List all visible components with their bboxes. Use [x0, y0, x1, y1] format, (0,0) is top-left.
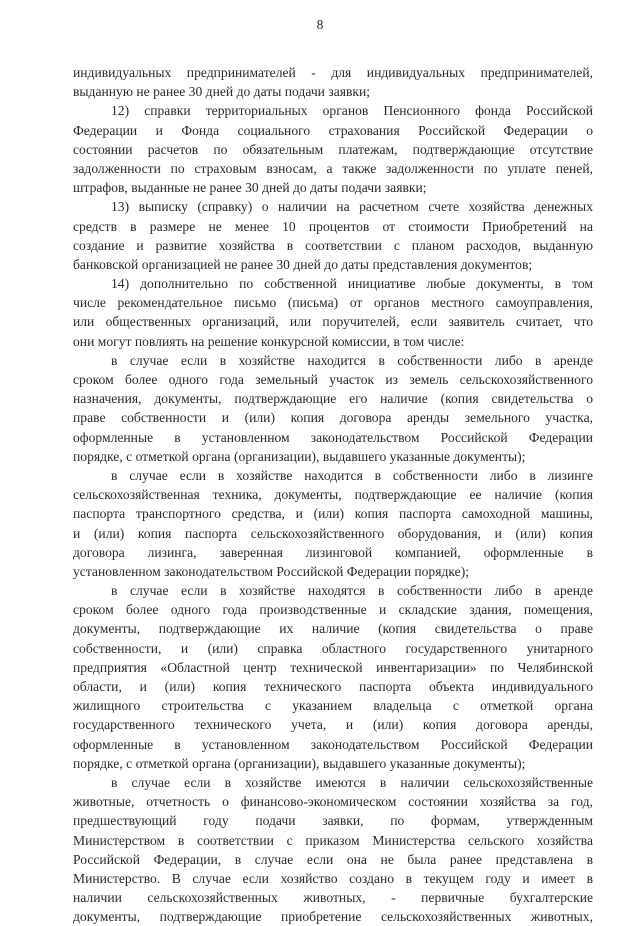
text-line: наличии сельскохозяйственных животных, - первичные бухгалтерские: [73, 890, 593, 906]
text-line: порядке, с отметкой органа (организации), выдавшего указанные документы);: [73, 448, 526, 464]
text-line: паспорта транспортного средства, и (или) копия паспорта самоходной машины,: [73, 506, 593, 522]
text-line: Министерством в соответствии с приказом Министерства сельского хозяйства: [73, 832, 593, 848]
text-line: назначения, документы, подтверждающие его наличие (копия свидетельства о: [73, 391, 593, 407]
text-line: 13) выписку (справку) о наличии на расчетном счете хозяйства денежных: [111, 199, 593, 215]
paragraph: [73, 63, 593, 101]
text-line: оформленные в установленном законодательством Российской Федерации: [73, 736, 593, 752]
text-line: договора лизинга, заверенная лизинговой компанией, оформленные в: [73, 544, 593, 560]
text-line: индивидуальных предпринимателей - для индивидуальных предпринимателей,: [73, 65, 593, 80]
text-line: состоянии расчетов по обязательным платежам, подтверждающие отсутствие: [73, 141, 593, 157]
paragraph: [73, 466, 593, 581]
text-line: оформленные в установленном законодательством Российской Федерации: [73, 429, 593, 445]
text-line: сроком более одного года земельный участок из земель сельскохозяйственного: [73, 372, 593, 387]
text-line: 14) дополнительно по собственной инициативе любые документы, в том: [111, 276, 593, 292]
text-line: в случае если в хозяйстве находится в собственности либо в аренде: [111, 352, 593, 368]
text-line: Министерство. В случае если хозяйство создано в текущем году и имеет в: [73, 870, 593, 886]
text-line: они могут повлиять на решение конкурсной комиссии, в том числе:: [73, 333, 465, 349]
text-line: Российской Федерации, в случае если она не была ранее представлена в: [73, 851, 593, 867]
text-line: праве собственности и (или) копия договора аренды земельного участка,: [73, 410, 593, 426]
text-line: или общественных организаций, или поручителей, если заявитель считает, что: [73, 314, 593, 330]
text-line: в случае если в хозяйстве находятся в собственности либо в аренде: [111, 583, 593, 599]
text-line: сельскохозяйственная техника, документы, подтверждающие ее наличие (копия: [73, 487, 593, 503]
text-line: порядке, с отметкой органа (организации), выдавшего указанные документы);: [73, 755, 526, 771]
text-line: области, и (или) копия технического паспорта объекта индивидуального: [73, 679, 593, 694]
text-line: в случае если в хозяйстве находится в собственности либо в лизинге: [111, 467, 593, 483]
paragraph: [73, 581, 593, 773]
text-line: 12) справки территориальных органов Пенсионного фонда Российской: [111, 103, 593, 119]
text-line: предшествующий году подачи заявки, по формам, утвержденным: [73, 813, 593, 829]
text-line: в случае если в хозяйстве имеются в наличии сельскохозяйственные: [111, 774, 593, 790]
paragraph: [73, 197, 593, 274]
text-line: предприятия «Областной центр технической инвентаризации» по Челябинской: [73, 659, 593, 675]
text-line: выданную не ранее 30 дней до даты подачи заявки;: [73, 84, 371, 100]
text-line: задолженности по страховым взносам, а также задолженности по уплате пеней,: [73, 160, 593, 176]
paragraph: [73, 274, 593, 351]
text-line: документы, подтверждающие приобретение сельскохозяйственных животных,: [73, 909, 593, 925]
paragraph: [73, 773, 593, 926]
text-line: установленном законодательством Российской Федерации порядке);: [73, 563, 470, 579]
text-line: Федерации и Фонда социального страхования Российской Федерации о: [73, 122, 593, 138]
paragraph: [73, 101, 593, 197]
text-line: государственного технического учета, и (или) копия договора аренды,: [73, 717, 593, 733]
text-line: собственности, и (или) справка областного государственного унитарного: [73, 640, 593, 656]
text-line: создание и развитие хозяйства в соответствии с планом расходов, выданную: [73, 237, 593, 253]
text-line: жилищного строительства с указанием владельца с отметкой органа: [73, 698, 593, 714]
text-line: документы, подтверждающие их наличие (копия свидетельства о праве: [73, 621, 593, 637]
text-line: штрафов, выданные не ранее 30 дней до даты подачи заявки;: [73, 180, 427, 196]
text-line: и (или) копия паспорта сельскохозяйственного оборудования, и (или) копия: [73, 525, 593, 541]
page-number: 8: [316, 17, 324, 32]
text-line: средств в размере не менее 10 процентов от стоимости Приобретений на: [73, 218, 593, 234]
text-line: сроком более одного года производственные и складские здания, помещения,: [73, 602, 593, 618]
text-line: числе рекомендательное письмо (письма) от органов местного самоуправления,: [73, 295, 593, 311]
document-body: [73, 63, 593, 926]
paragraph: [73, 351, 593, 466]
text-line: животные, отчетность о финансово-экономическом состоянии хозяйства за год,: [73, 794, 593, 810]
text-line: банковской организацией не ранее 30 дней до даты представления документов;: [73, 256, 533, 272]
